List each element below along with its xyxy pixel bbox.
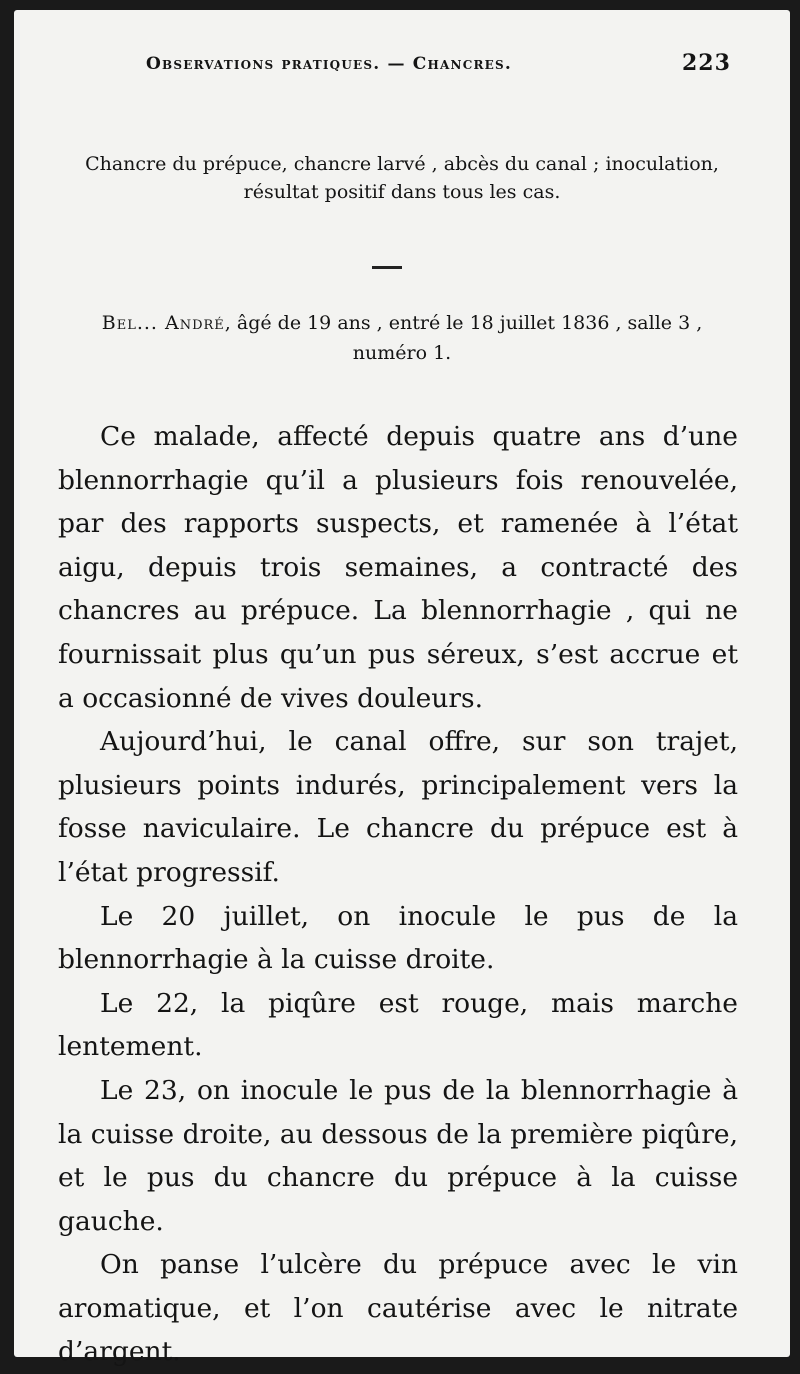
patient-details: , âgé de 19 ans , entré le 18 juillet 1836 , salle 3 ,: [224, 312, 703, 334]
patient-name: Bel... André: [101, 312, 225, 334]
paragraph: Ce malade, affecté depuis quatre ans d’une blennorrhagie qu’il a plusieurs fois renouvelée, par des rapports suspects, et ramenée à l’état aigu, depuis trois semaines, a contracté des chancres au prépuce. La blennorrhagie , qui ne fournissait plus qu’un pus séreux, s’est accrue et a occasionné de vives douleurs.: [58, 421, 738, 714]
subtitle-line-1: Chancre du prépuce, chancre larvé , abcès du canal ; inoculation,: [85, 153, 719, 175]
patient-entry: [64, 308, 740, 368]
page-number: 223: [682, 50, 731, 76]
body-text: [58, 415, 738, 1374]
running-title: Observations pratiques. — Chancres.: [146, 54, 512, 74]
book-page: [14, 10, 790, 1368]
section-subtitle: [34, 150, 770, 206]
paragraph: Le 20 juillet, on inocule le pus de la blennorrhagie à la cuisse droite.: [58, 900, 738, 976]
paragraph: Le 23, on inocule le pus de la blennorrhagie à la cuisse droite, au dessous de la première piqûre, et le pus du chancre du prépuce à la cuisse gauche.: [58, 1074, 738, 1237]
subtitle-line-2: résultat positif dans tous les cas.: [243, 181, 561, 203]
patient-details-2: numéro 1.: [352, 342, 452, 364]
paragraph: Le 22, la piqûre est rouge, mais marche lentement.: [58, 987, 738, 1063]
paragraph: Aujourd’hui, le canal offre, sur son trajet, plusieurs points indurés, principalement vers la fosse naviculaire. Le chancre du prépuce est à l’état progressif.: [58, 726, 738, 888]
paragraph: On panse l’ulcère du prépuce avec le vin aromatique, et l’on cautérise avec le nitrate d’argent.: [58, 1249, 738, 1368]
separator-rule: [372, 266, 402, 269]
